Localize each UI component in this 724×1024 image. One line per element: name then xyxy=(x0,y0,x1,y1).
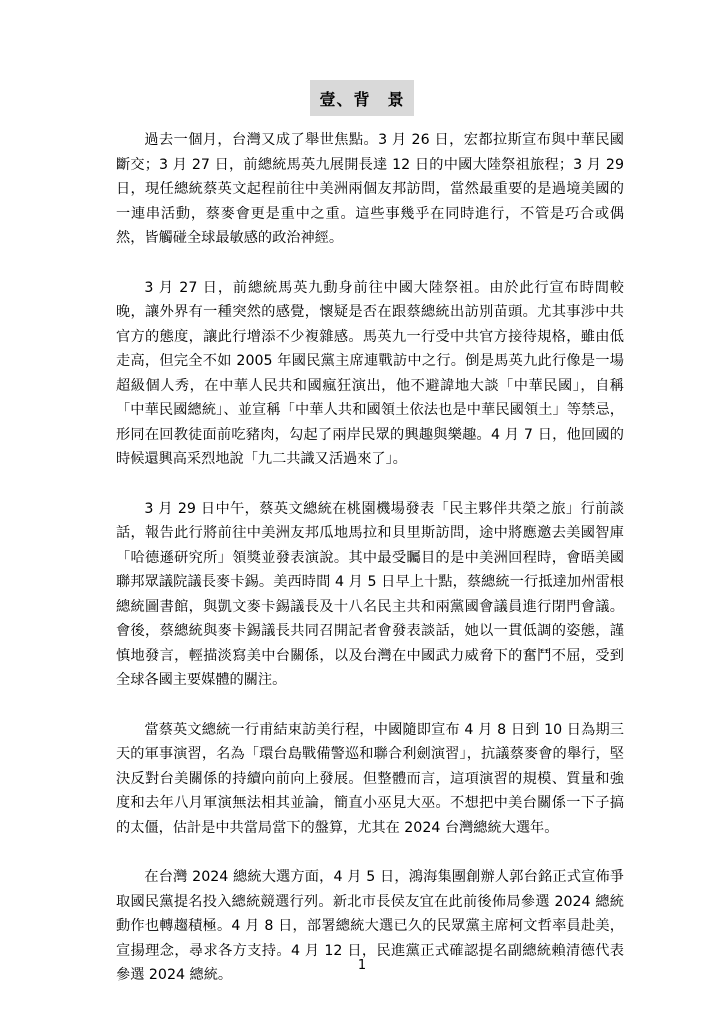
body-text xyxy=(116,128,624,1013)
paragraph-3: 3 月 29 日中午，蔡英文總統在桃園機場發表「民主夥伴共榮之旅」行前談話，報告此行將前往中美洲友邦瓜地馬拉和貝里斯訪問，途中將應邀去美國智庫「哈德遜研究所」領獎並發表演說。其中最受矚目的是中美洲回程時，會晤美國聯邦眾議院議長麥卡錫。美西時間 4 月 5 日早上十點，蔡總統一行抵達加州雷根總統圖書館，與凱文麥卡錫議長及十八名民主共和兩黨國會議員進行閉門會議。會後，蔡總統與麥卡錫議長共同召開記者會發表談話，她以一貫低調的姿態，謹慎地發言，輕描淡寫美中台關係，以及台灣在中國武力威脅下的奮鬥不屈，受到全球各國主要媒體的關注。 xyxy=(116,500,624,688)
paragraph-4: 當蔡英文總統一行甫結束訪美行程，中國隨即宣布 4 月 8 日到 10 日為期三天的軍事演習，名為「環台島戰備警巡和聯合利劍演習」，抗議蔡麥會的舉行，堅決反對台美關係的持續向前向上發展。但整體而言，這項演習的規模、質量和強度和去年八月軍演無法相其並論，簡直小巫見大巫。不想把中美台關係一下子搞的太僵，估計是中共當局當下的盤算，尤其在 2024 台灣總統大選年。 xyxy=(116,721,624,836)
paragraph-5: 在台灣 2024 總統大選方面，4 月 5 日，鴻海集團創辦人郭台銘正式宣佈爭取國民黨提名投入總統競選行列。新北市長侯友宜在此前後佈局參選 2024 總統動作也轉趨積極。4 月 8 日，部署總統大選已久的民眾黨主席柯文哲率員赴美，宣揚理念，尋求各方支持。4 月 12 日，民進黨正式確認提名副總統賴清德代表參選 2024 總統。 xyxy=(116,869,624,983)
section-heading-box xyxy=(310,80,414,116)
paragraph-1: 過去一個月，台灣又成了舉世焦點。3 月 26 日，宏都拉斯宣布與中華民國斷交；3 月 27 日，前總統馬英九展開長達 12 日的中國大陸祭祖旅程；3 月 29 日，現任總統蔡英文起程前往中美洲兩個友邦訪問，當然最重要的是過境美國的一連串活動，蔡麥會更是重中之重。這些事幾乎在同時進行，不管是巧合或偶然，皆觸碰全球最敏感的政治神經。 xyxy=(116,132,624,246)
section-heading: 壹、背 景 xyxy=(319,89,405,109)
paragraph-2: 3 月 27 日，前總統馬英九動身前往中國大陸祭祖。由於此行宣布時間較晚，讓外界有一種突然的感覺，懷疑是否在跟蔡總統出訪別苗頭。尤其事涉中共官方的態度，讓此行增添不少複雜感。馬英九一行受中共官方接待規格，雖由低走高，但完全不如 2005 年國民黨主席連戰訪中之行。倒是馬英九此行像是一場超級個人秀，在中華人民共和國瘋狂演出，他不避諱地大談「中華民國」，自稱「中華民國總統」、並宣稱「中華人共和國領土依法也是中華民國領土」等禁忌，形同在回教徒面前吃豬肉，勾起了兩岸民眾的興趣與樂趣。4 月 7 日，他回國的時候還興高采烈地說「九二共識又活過來了」。 xyxy=(116,279,624,467)
page-number: 1 xyxy=(357,958,367,973)
